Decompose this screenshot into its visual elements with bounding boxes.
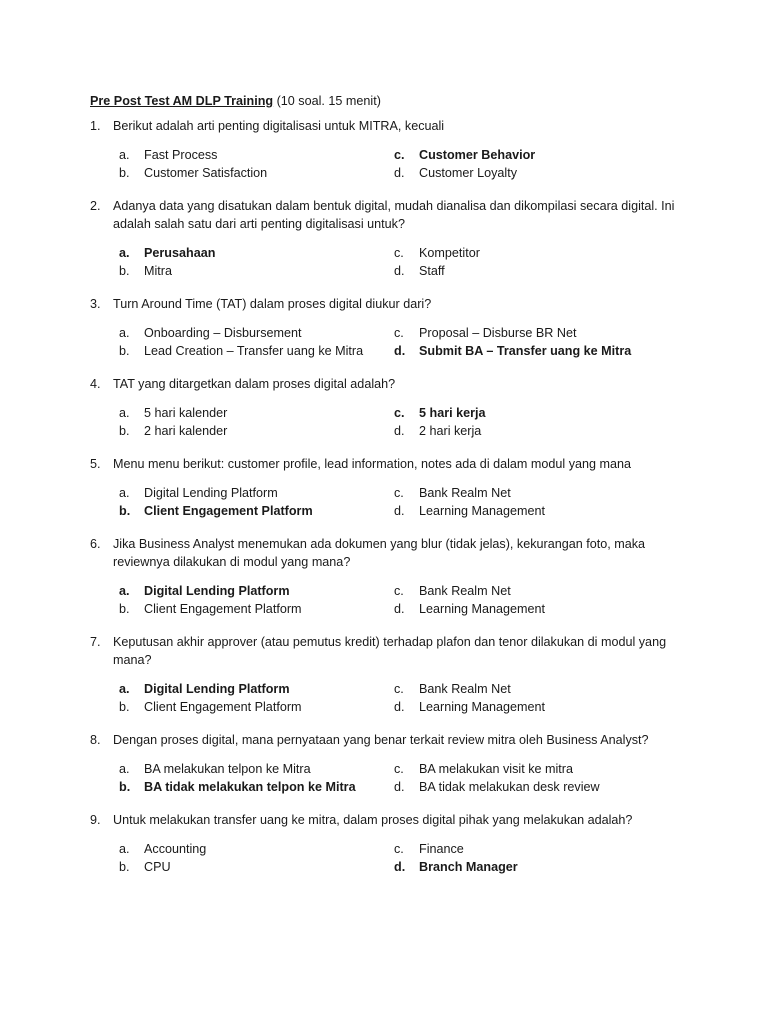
option-text: Mitra bbox=[144, 264, 172, 278]
option-text: Bank Realm Net bbox=[419, 682, 511, 696]
question-item bbox=[90, 295, 690, 360]
option-text: Customer Loyalty bbox=[419, 166, 517, 180]
option-letter: d. bbox=[394, 602, 405, 616]
answer-option bbox=[394, 324, 654, 342]
answer-option bbox=[119, 422, 394, 440]
option-text: Proposal – Disburse BR Net bbox=[419, 326, 577, 340]
quiz-document bbox=[90, 92, 690, 891]
option-letter: a. bbox=[119, 246, 130, 260]
answer-option bbox=[394, 600, 654, 618]
answer-option bbox=[394, 858, 654, 876]
option-letter: b. bbox=[119, 780, 131, 794]
option-letter: d. bbox=[394, 264, 405, 278]
option-text: 5 hari kalender bbox=[144, 406, 228, 420]
question-item bbox=[90, 535, 690, 618]
answer-option bbox=[119, 262, 394, 280]
question-item bbox=[90, 197, 690, 280]
option-text: BA melakukan visit ke mitra bbox=[419, 762, 573, 776]
option-text: Customer Behavior bbox=[419, 148, 536, 162]
option-letter: b. bbox=[119, 424, 130, 438]
answer-option bbox=[394, 404, 654, 422]
option-letter: c. bbox=[394, 246, 404, 260]
answer-option bbox=[119, 146, 394, 164]
option-letter: a. bbox=[119, 406, 130, 420]
option-letter: a. bbox=[119, 762, 130, 776]
option-text: 5 hari kerja bbox=[419, 406, 486, 420]
answer-option bbox=[394, 342, 654, 360]
option-text: Kompetitor bbox=[419, 246, 480, 260]
answer-option bbox=[394, 244, 654, 262]
answer-option bbox=[119, 778, 394, 796]
answer-option bbox=[394, 502, 654, 520]
answer-option bbox=[394, 680, 654, 698]
answer-option bbox=[119, 858, 394, 876]
option-letter: c. bbox=[394, 584, 404, 598]
question-number: 8. bbox=[90, 733, 101, 747]
option-letter: c. bbox=[394, 682, 404, 696]
option-text: Staff bbox=[419, 264, 445, 278]
option-text: Branch Manager bbox=[419, 860, 518, 874]
question-row bbox=[90, 633, 690, 669]
option-text: Lead Creation – Transfer uang ke Mitra bbox=[144, 344, 364, 358]
answer-option bbox=[119, 582, 394, 600]
question-text: Untuk melakukan transfer uang ke mitra, dalam proses digital pihak yang melakukan adalah? bbox=[113, 813, 633, 827]
option-letter: c. bbox=[394, 148, 405, 162]
option-letter: a. bbox=[119, 148, 130, 162]
option-text: Customer Satisfaction bbox=[144, 166, 268, 180]
question-number: 1. bbox=[90, 119, 101, 133]
answer-options bbox=[119, 324, 690, 360]
option-text: Learning Management bbox=[419, 602, 546, 616]
option-letter: b. bbox=[119, 700, 130, 714]
option-text: BA tidak melakukan desk review bbox=[419, 780, 600, 794]
question-item bbox=[90, 731, 690, 796]
option-text: Submit BA – Transfer uang ke Mitra bbox=[419, 344, 632, 358]
option-letter: a. bbox=[119, 682, 130, 696]
question-row bbox=[90, 295, 690, 313]
answer-option bbox=[119, 484, 394, 502]
answer-options bbox=[119, 840, 690, 876]
answer-option bbox=[394, 422, 654, 440]
question-row bbox=[90, 197, 690, 233]
option-letter: b. bbox=[119, 860, 130, 874]
option-text: BA melakukan telpon ke Mitra bbox=[144, 762, 311, 776]
answer-option bbox=[394, 484, 654, 502]
question-text: Adanya data yang disatukan dalam bentuk digital, mudah dianalisa dan dikompilasi secara digital. Ini adalah salah satu dari arti penting digitalisasi untuk? bbox=[113, 199, 675, 231]
option-letter: c. bbox=[394, 486, 404, 500]
answer-options bbox=[119, 484, 690, 520]
option-text: Digital Lending Platform bbox=[144, 486, 278, 500]
answer-option bbox=[119, 244, 394, 262]
question-item bbox=[90, 455, 690, 520]
answer-option bbox=[394, 262, 654, 280]
question-number: 3. bbox=[90, 297, 101, 311]
question-list bbox=[90, 117, 690, 876]
answer-options bbox=[119, 582, 690, 618]
option-text: Learning Management bbox=[419, 700, 546, 714]
answer-options bbox=[119, 760, 690, 796]
question-row bbox=[90, 811, 690, 829]
option-text: Digital Lending Platform bbox=[144, 682, 290, 696]
question-number: 7. bbox=[90, 635, 101, 649]
question-row bbox=[90, 731, 690, 749]
answer-option bbox=[394, 582, 654, 600]
option-letter: d. bbox=[394, 860, 406, 874]
answer-options bbox=[119, 404, 690, 440]
question-text: Turn Around Time (TAT) dalam proses digital diukur dari? bbox=[113, 297, 432, 311]
answer-options bbox=[119, 244, 690, 280]
question-text: Keputusan akhir approver (atau pemutus kredit) terhadap plafon dan tenor dilakukan di modul yang mana? bbox=[113, 635, 667, 667]
question-number: 9. bbox=[90, 813, 101, 827]
answer-option bbox=[394, 778, 654, 796]
answer-option bbox=[394, 760, 654, 778]
answer-option bbox=[119, 164, 394, 182]
option-text: Perusahaan bbox=[144, 246, 216, 260]
option-letter: d. bbox=[394, 166, 405, 180]
option-text: Learning Management bbox=[419, 504, 546, 518]
question-item bbox=[90, 811, 690, 876]
option-letter: a. bbox=[119, 842, 130, 856]
question-number: 4. bbox=[90, 377, 101, 391]
question-text: Dengan proses digital, mana pernyataan yang benar terkait review mitra oleh Business Analyst? bbox=[113, 733, 649, 747]
option-text: Finance bbox=[419, 842, 464, 856]
title-subtitle: (10 soal. 15 menit) bbox=[276, 94, 381, 108]
option-letter: c. bbox=[394, 842, 404, 856]
option-letter: d. bbox=[394, 780, 405, 794]
title-main: Pre Post Test AM DLP Training bbox=[90, 94, 274, 108]
option-letter: d. bbox=[394, 700, 405, 714]
question-number: 2. bbox=[90, 199, 101, 213]
option-text: Digital Lending Platform bbox=[144, 584, 290, 598]
question-row bbox=[90, 455, 690, 473]
question-text: Jika Business Analyst menemukan ada dokumen yang blur (tidak jelas), kekurangan foto, maka reviewnya dilakukan di modul yang mana? bbox=[113, 537, 646, 569]
answer-option bbox=[119, 324, 394, 342]
option-letter: b. bbox=[119, 166, 130, 180]
answer-options bbox=[119, 146, 690, 182]
option-letter: a. bbox=[119, 326, 130, 340]
question-row bbox=[90, 535, 690, 571]
option-text: Client Engagement Platform bbox=[144, 504, 313, 518]
answer-option bbox=[119, 404, 394, 422]
option-letter: b. bbox=[119, 264, 130, 278]
option-text: Onboarding – Disbursement bbox=[144, 326, 302, 340]
answer-option bbox=[119, 600, 394, 618]
option-letter: a. bbox=[119, 584, 130, 598]
answer-option bbox=[119, 840, 394, 858]
answer-option bbox=[394, 698, 654, 716]
option-text: Fast Process bbox=[144, 148, 218, 162]
option-text: 2 hari kerja bbox=[419, 424, 482, 438]
option-text: Accounting bbox=[144, 842, 207, 856]
answer-option bbox=[394, 164, 654, 182]
option-letter: c. bbox=[394, 406, 405, 420]
option-letter: a. bbox=[119, 486, 130, 500]
option-letter: b. bbox=[119, 344, 130, 358]
question-number: 5. bbox=[90, 457, 101, 471]
option-text: BA tidak melakukan telpon ke Mitra bbox=[144, 780, 356, 794]
question-item bbox=[90, 633, 690, 716]
option-text: 2 hari kalender bbox=[144, 424, 228, 438]
question-row bbox=[90, 375, 690, 393]
option-letter: b. bbox=[119, 602, 130, 616]
answer-option bbox=[394, 146, 654, 164]
question-row bbox=[90, 117, 690, 135]
answer-option bbox=[119, 502, 394, 520]
answer-option bbox=[394, 840, 654, 858]
document-title bbox=[90, 92, 690, 110]
option-letter: d. bbox=[394, 424, 405, 438]
question-item bbox=[90, 117, 690, 182]
question-text: Berikut adalah arti penting digitalisasi untuk MITRA, kecuali bbox=[113, 119, 445, 133]
option-letter: b. bbox=[119, 504, 131, 518]
answer-option bbox=[119, 760, 394, 778]
option-text: Bank Realm Net bbox=[419, 584, 511, 598]
option-letter: c. bbox=[394, 762, 404, 776]
option-text: Bank Realm Net bbox=[419, 486, 511, 500]
answer-option bbox=[119, 698, 394, 716]
option-letter: d. bbox=[394, 344, 406, 358]
option-letter: c. bbox=[394, 326, 404, 340]
option-text: Client Engagement Platform bbox=[144, 602, 302, 616]
answer-option bbox=[119, 342, 394, 360]
answer-option bbox=[119, 680, 394, 698]
question-text: Menu menu berikut: customer profile, lead information, notes ada di dalam modul yang mana bbox=[113, 457, 632, 471]
answer-options bbox=[119, 680, 690, 716]
option-letter: d. bbox=[394, 504, 405, 518]
question-item bbox=[90, 375, 690, 440]
option-text: Client Engagement Platform bbox=[144, 700, 302, 714]
question-text: TAT yang ditargetkan dalam proses digital adalah? bbox=[113, 377, 396, 391]
question-number: 6. bbox=[90, 537, 101, 551]
option-text: CPU bbox=[144, 860, 171, 874]
